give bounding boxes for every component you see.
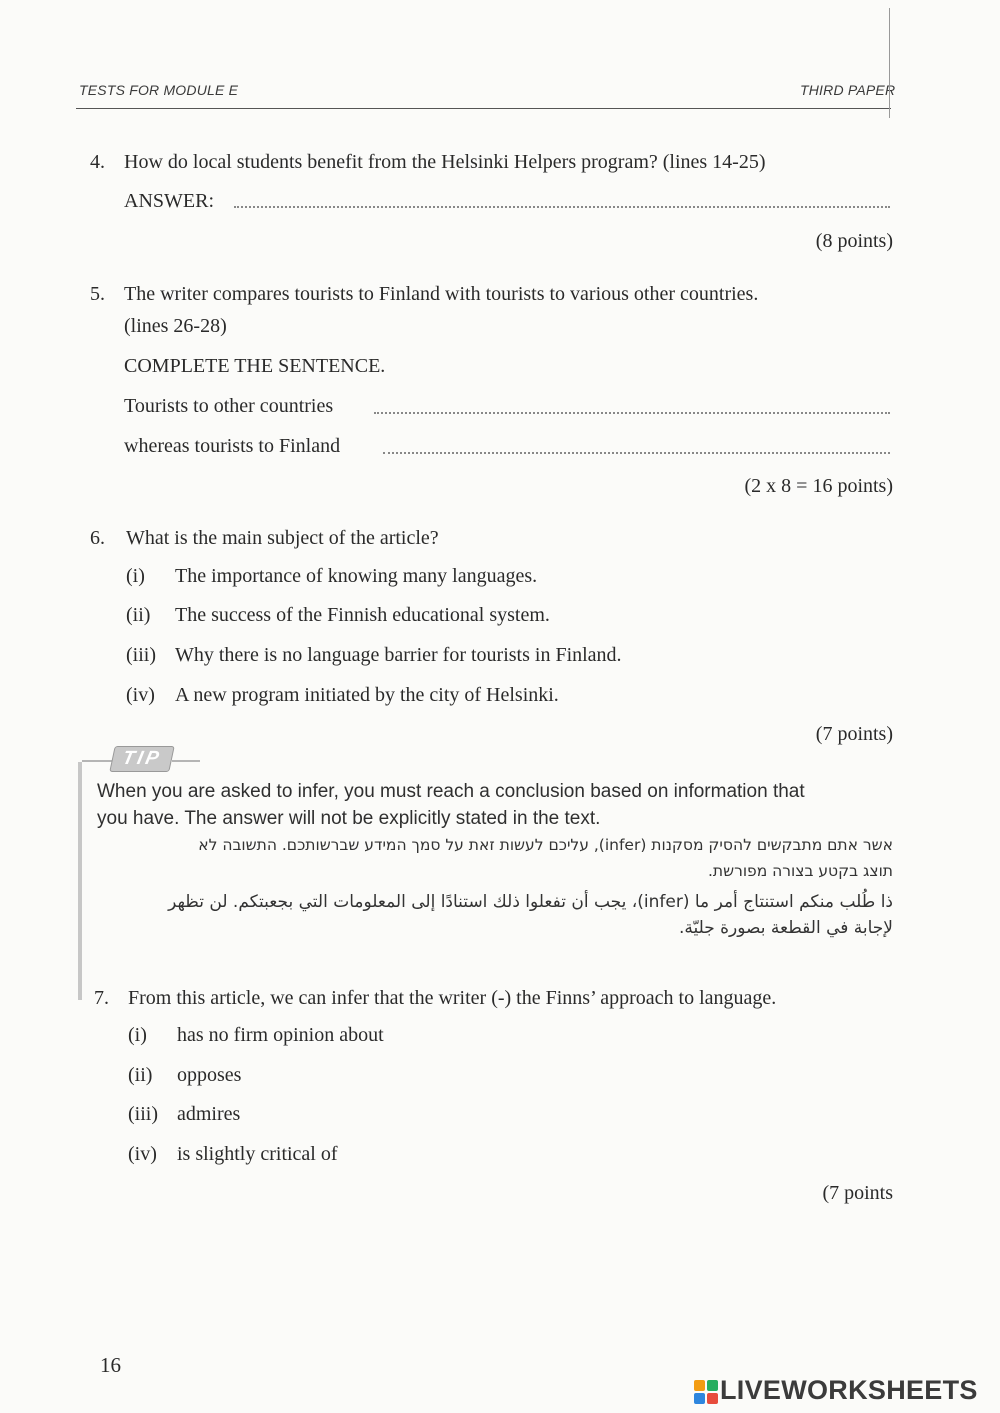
q5-lines: (lines 26-28) [124, 315, 227, 337]
q5-text: The writer compares tourists to Finland with tourists to various other countries. [124, 283, 759, 305]
page-edge-line [889, 8, 890, 118]
q4-answer-label: ANSWER: [124, 190, 214, 212]
q7-option-text[interactable]: is slightly critical of [177, 1143, 338, 1165]
q6-option-text[interactable]: The importance of knowing many languages. [175, 565, 538, 587]
q6-option-text[interactable]: The success of the Finnish educational system. [175, 604, 550, 626]
q7-option-label[interactable]: (iv) [128, 1143, 157, 1165]
q4-text: How do local students benefit from the Helsinki Helpers program? (lines 14-25) [124, 151, 766, 173]
q7-number: 7. [94, 987, 109, 1009]
q6-option-text[interactable]: A new program initiated by the city of Helsinki. [175, 684, 559, 706]
q5-answer-line-1[interactable] [374, 412, 890, 414]
q5-instruction: COMPLETE THE SENTENCE. [124, 355, 386, 377]
tip-top-line-right [172, 760, 200, 762]
q6-option-label[interactable]: (ii) [126, 604, 151, 626]
q6-text: What is the main subject of the article? [126, 527, 439, 549]
tip-hebrew-line-2: תוצג בקטע בצורה מפורשת. [707, 862, 893, 880]
q5-points: (2 x 8 = 16 points) [744, 475, 893, 497]
q6-points: (7 points) [815, 723, 893, 745]
tip-top-line-left [82, 760, 112, 762]
q5-number: 5. [90, 283, 105, 305]
tip-side-bar [78, 762, 82, 1000]
q7-option-label[interactable]: (ii) [128, 1064, 153, 1086]
q7-option-text[interactable]: has no firm opinion about [177, 1024, 384, 1046]
tip-english-line-2: you have. The answer will not be explicitly stated in the text. [97, 808, 601, 829]
tip-hebrew-line-1: אשר אתם מתבקשים להסיק מסקנות (infer), עליכם לעשות זאת על סמך המידע שברשותכם. התשובה לא [198, 836, 893, 854]
q5-sentence1: Tourists to other countries [124, 395, 334, 417]
tip-english-line-1: When you are asked to infer, you must reach a conclusion based on information that [97, 781, 805, 802]
tip-label: TIP [109, 746, 175, 772]
page-number: 16 [100, 1353, 121, 1377]
q4-answer-line[interactable] [234, 206, 890, 208]
q7-option-text[interactable]: opposes [177, 1064, 242, 1086]
header-left: TESTS FOR MODULE E [79, 82, 239, 98]
tip-arabic-line-1: ذا طُلب منكم استنتاج أمر ما (infer)، يجب أن تفعلوا ذلك استنادًا إلى المعلومات التي بجعبتكم. لن تظهر [168, 892, 893, 912]
q6-option-label[interactable]: (iv) [126, 684, 155, 706]
q7-text: From this article, we can infer that the writer (-) the Finns’ approach to language. [128, 987, 777, 1009]
tip-arabic-line-2: لإجابة في القطعة بصورة جليّة. [678, 918, 893, 938]
q5-answer-line-2[interactable] [383, 452, 890, 454]
header-right: THIRD PAPER [800, 82, 896, 98]
q7-option-label[interactable]: (i) [128, 1024, 147, 1046]
q6-option-label[interactable]: (iii) [126, 644, 156, 666]
q7-option-text[interactable]: admires [177, 1103, 241, 1125]
q7-option-label[interactable]: (iii) [128, 1103, 158, 1125]
q5-sentence2: whereas tourists to Finland [124, 435, 341, 457]
q6-number: 6. [90, 527, 105, 549]
q7-points: (7 points [822, 1182, 893, 1204]
q6-option-label[interactable]: (i) [126, 565, 145, 587]
q6-option-text[interactable]: Why there is no language barrier for tourists in Finland. [175, 644, 622, 666]
liveworksheets-logo-icon [694, 1380, 718, 1404]
brand-name: LIVEWORKSHEETS [720, 1375, 978, 1405]
q4-number: 4. [90, 151, 105, 173]
q4-points: (8 points) [815, 230, 893, 252]
header-rule [76, 108, 891, 109]
